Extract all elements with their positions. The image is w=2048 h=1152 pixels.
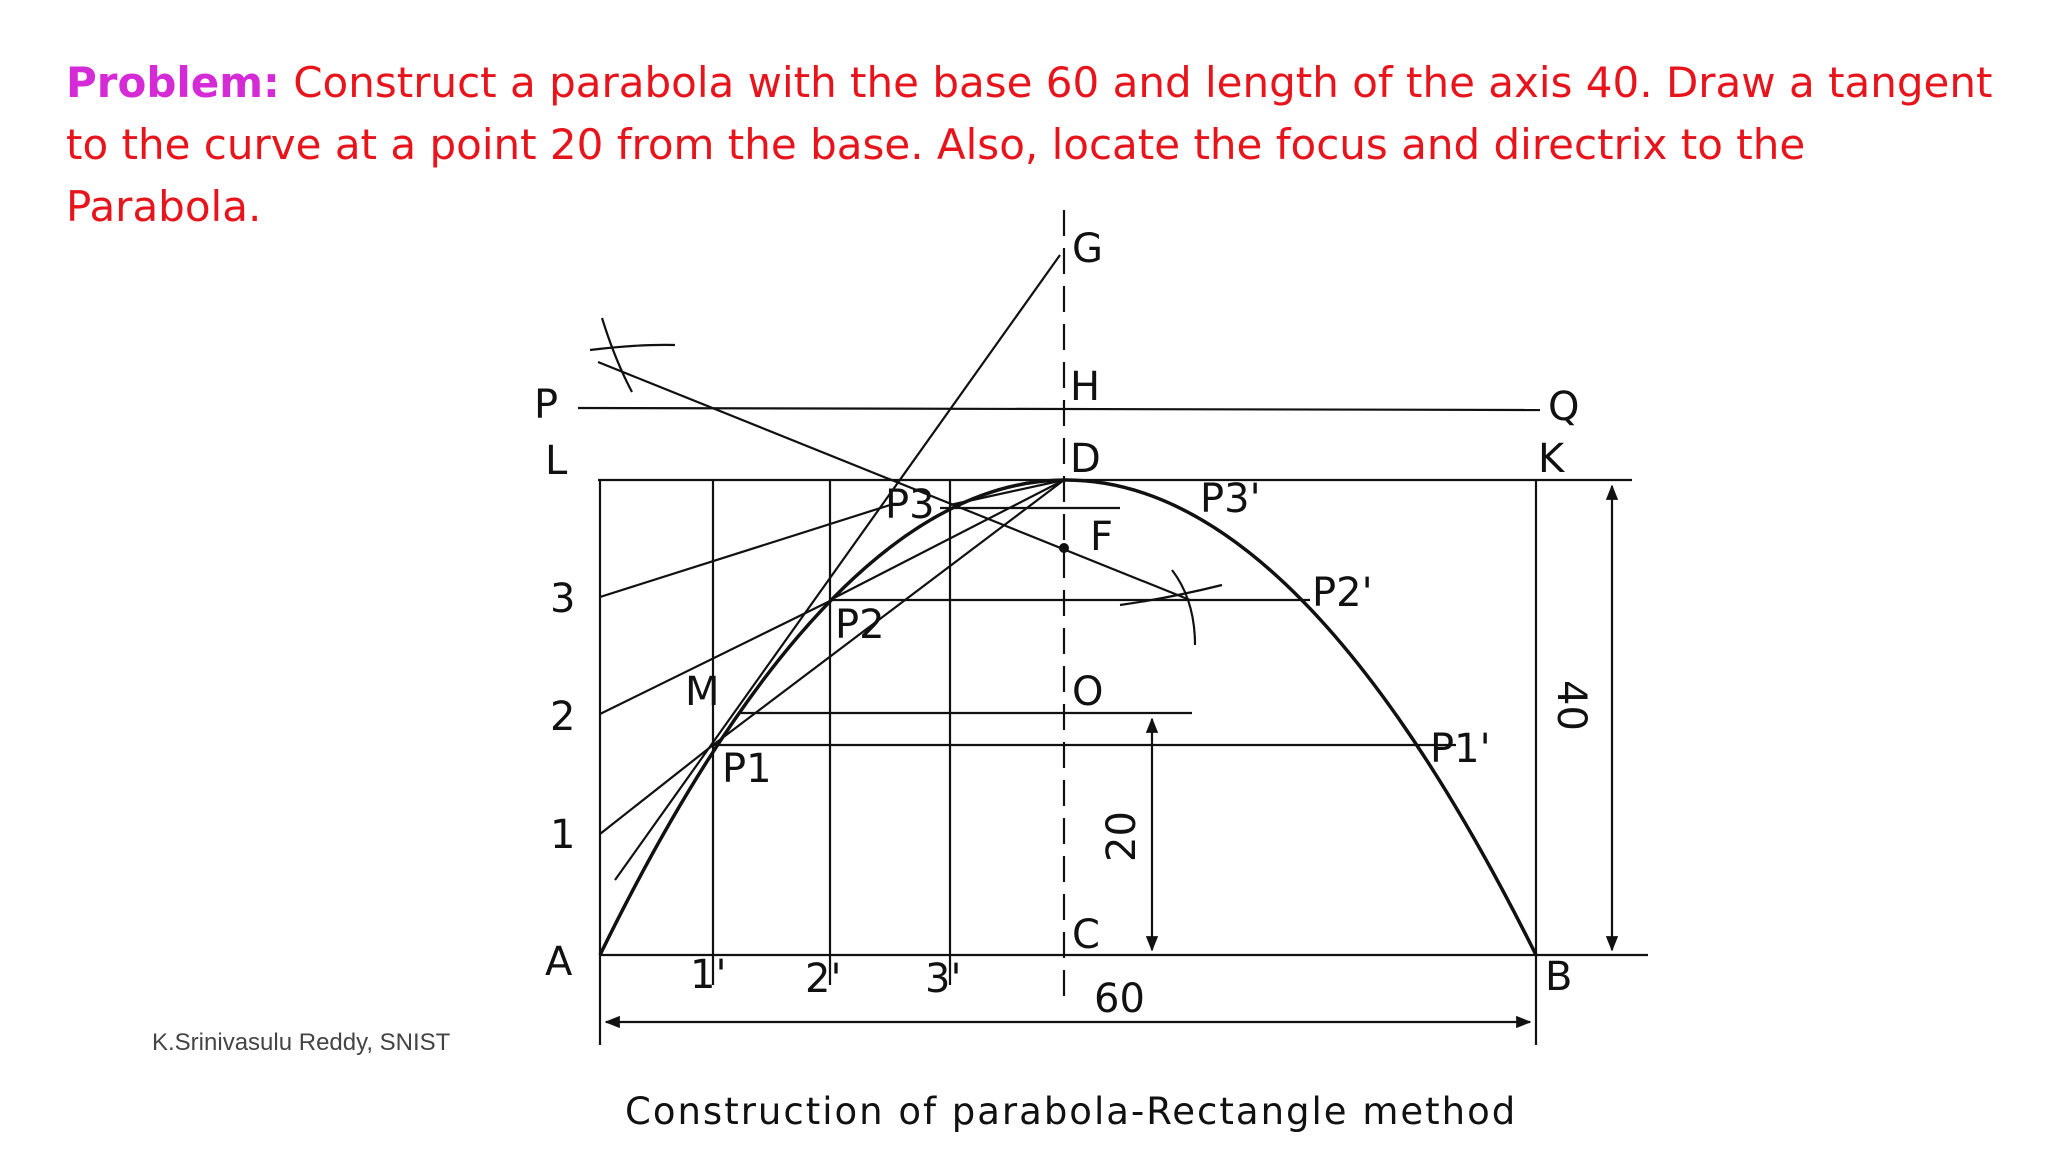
problem-text: Construct a parabola with the base 60 and length of the axis 40. Draw a tangent to the curve at a point 20 from the base. Also, locate the focus and directrix to the Parabola.: [66, 58, 1993, 231]
label-P2-prime: P2': [1312, 570, 1373, 616]
label-P3: P3: [885, 482, 935, 528]
ray-D-2: [830, 480, 1064, 600]
label-3-prime: 3': [925, 956, 962, 1002]
label-K: K: [1538, 436, 1565, 482]
label-G: G: [1072, 226, 1103, 272]
label-A: A: [545, 939, 573, 985]
arc-3: [1120, 585, 1222, 605]
label-1: 1: [550, 812, 576, 858]
dimension-20: 20: [1099, 811, 1145, 862]
arc-2: [602, 318, 632, 392]
arc-1: [590, 345, 675, 350]
label-2-prime: 2': [805, 956, 842, 1002]
label-P2: P2: [835, 602, 885, 648]
tangent-line: [615, 255, 1060, 880]
dimension-60: 60: [1094, 976, 1145, 1022]
label-Q: Q: [1548, 384, 1580, 430]
focus-point: [1059, 543, 1069, 553]
label-H: H: [1070, 364, 1101, 410]
label-O: O: [1072, 669, 1104, 715]
credit-text: K.Srinivasulu Reddy, SNIST: [152, 1029, 451, 1056]
label-D: D: [1070, 436, 1101, 482]
label-F: F: [1090, 514, 1114, 560]
diagram-caption: Construction of parabola-Rectangle method: [625, 1090, 1518, 1133]
label-1-prime: 1': [690, 952, 727, 998]
label-B: B: [1545, 954, 1573, 1000]
label-2: 2: [550, 694, 576, 740]
label-P3-prime: P3': [1200, 476, 1261, 522]
arc-4: [1172, 570, 1195, 645]
label-P: P: [534, 382, 559, 428]
problem-lead: Problem:: [66, 58, 280, 107]
label-M: M: [685, 669, 720, 715]
directrix-PQ: [578, 408, 1540, 410]
label-P1-prime: P1': [1430, 726, 1491, 772]
dimension-40: 40: [1548, 680, 1594, 731]
label-3: 3: [550, 576, 576, 622]
label-P1: P1: [722, 746, 772, 792]
label-L: L: [545, 438, 568, 484]
label-C: C: [1072, 912, 1100, 958]
